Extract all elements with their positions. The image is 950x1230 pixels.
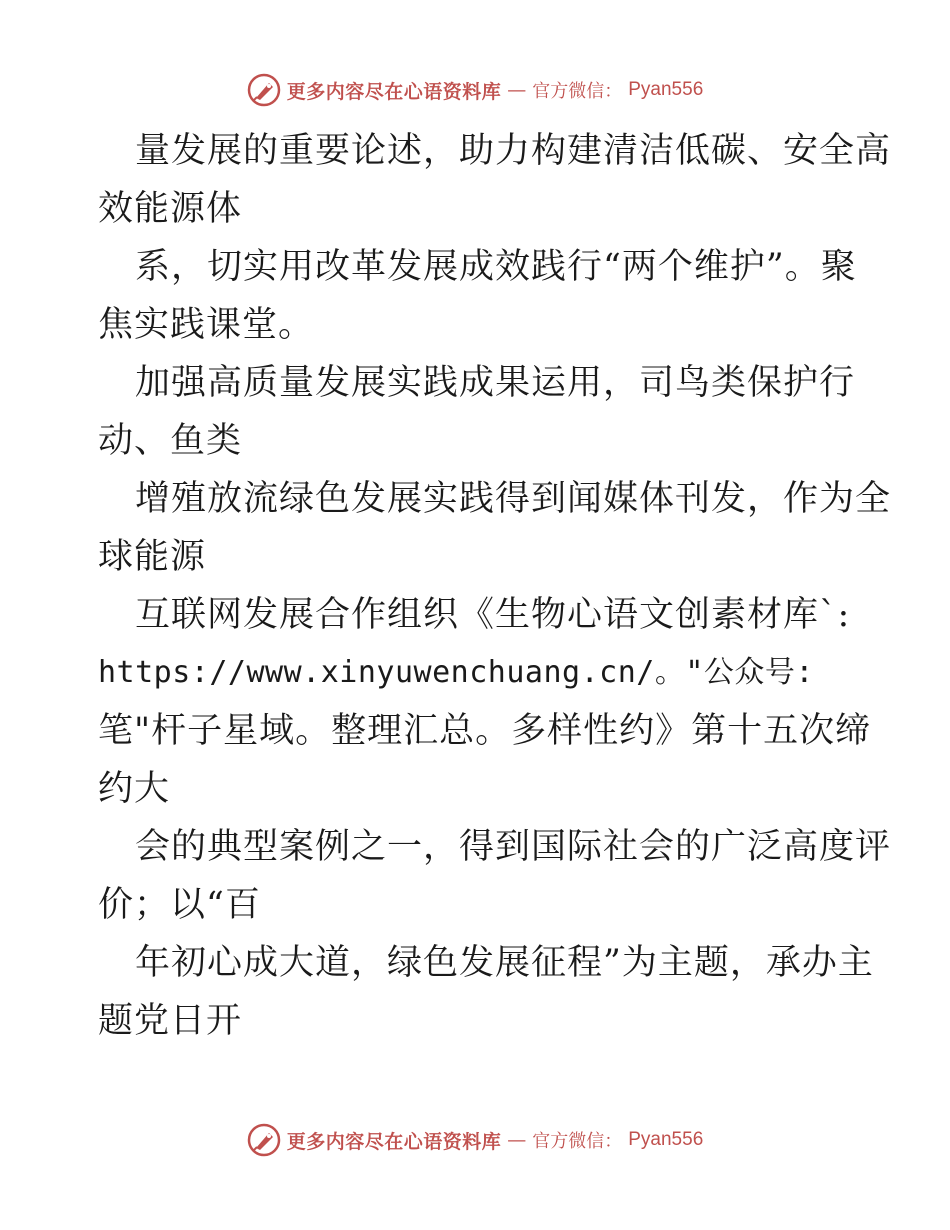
banner-separator: — [507, 1129, 527, 1151]
document-body [98, 122, 892, 1050]
text-line: 球能源 [98, 537, 207, 577]
text-line: 会的典型案例之一，得到国际社会的广泛高度评 [135, 827, 892, 867]
url-line: https://www.xinyuwenchuang.cn/。"公众号: [98, 655, 814, 690]
banner-wechat-id: Pyan556 [628, 1129, 704, 1150]
text-line: 效能源体 [98, 189, 243, 229]
text-line: 价；以“百 [98, 885, 261, 925]
text-line: 动、鱼类 [98, 421, 243, 461]
header-watermark-banner [0, 70, 950, 110]
pen-nib-logo-icon [247, 1123, 281, 1157]
paragraph [98, 354, 858, 470]
paragraph [98, 470, 892, 586]
text-line: 年初心成大道，绿色发展征程”为主题，承办主 [135, 943, 874, 983]
paragraph [98, 818, 892, 934]
text-line: 互联网发展合作组织《生物心语文创素材库`: [135, 595, 851, 635]
banner-separator: — [507, 79, 527, 101]
banner-text: 更多内容尽在心语资料库 [286, 1130, 502, 1153]
text-line: 笔"杆子星域。整理汇总。多样性约》第十五次缔 [98, 711, 872, 751]
banner-wechat-label: 官方微信： [532, 81, 623, 102]
banner-wechat-label: 官方微信： [532, 1131, 623, 1152]
text-line: 量发展的重要论述，助力构建清洁低碳、安全高 [135, 131, 892, 171]
paragraph [98, 122, 892, 238]
banner-wechat-id: Pyan556 [628, 79, 704, 100]
banner-text: 更多内容尽在心语资料库 [286, 80, 502, 103]
text-line: 约大 [98, 769, 171, 809]
footer-watermark-banner [0, 1120, 950, 1160]
text-line: 系，切实用改革发展成效践行“两个维护”。聚 [135, 247, 857, 287]
text-line: 加强高质量发展实践成果运用，司鸟类保护行 [135, 363, 856, 403]
paragraph [98, 238, 858, 354]
paragraph [98, 934, 874, 1050]
text-line: 焦实践课堂。 [98, 305, 315, 345]
text-line: 题党日开 [98, 1001, 243, 1041]
paragraph [98, 586, 872, 818]
pen-nib-logo-icon [247, 73, 281, 107]
text-line: 增殖放流绿色发展实践得到闻媒体刊发，作为全 [135, 479, 892, 519]
